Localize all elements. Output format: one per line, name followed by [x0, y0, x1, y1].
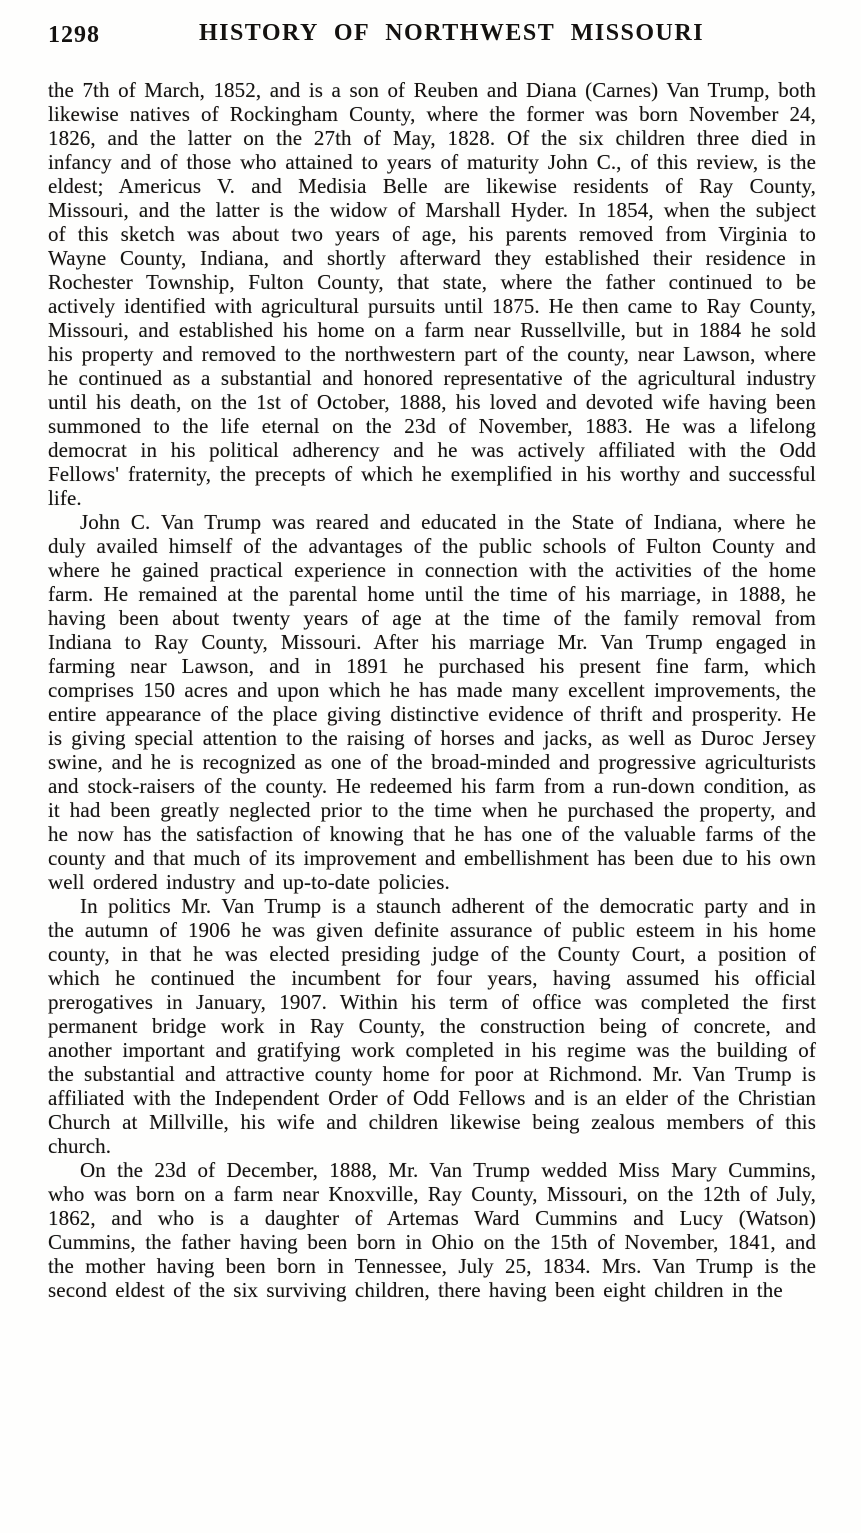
page-title: HISTORY OF NORTHWEST MISSOURI — [198, 20, 705, 46]
paragraph-continuation: the 7th of March, 1852, and is a son of Reuben and Diana (Carnes) Van Trump, both likewise natives of Rockingham County, where the former was born November 24, 1826, and the latter on the 27th of May, 1828. Of the six children three died in infancy and of those who attained to years of maturity John C., of this review, is the eldest; Americus V. and Medisia Belle are likewise residents of Ray County, Missouri, and the latter is the widow of Marshall Hyder. In 1854, when the subject of this sketch was about two years of age, his parents removed from Virginia to Wayne County, Indiana, and shortly afterward they established their residence in Rochester Township, Fulton County, that state, where the father continued to be actively identified with agricultural pursuits until 1875. He then came to Ray County, Missouri, and established his home on a farm near Russellville, but in 1884 he sold his property and removed to the northwestern part of the county, near Lawson, where he continued as a substantial and honored representative of the agricultural industry until his death, on the 1st of October, 1888, his loved and devoted wife having been summoned to the life eternal on the 23d of November, 1883. He was a lifelong democrat in his political adherency and he was actively affiliated with the Odd Fellows' fraternity, the precepts of which he exemplified in his worthy and successful life. — [48, 78, 816, 510]
page-header — [48, 20, 815, 54]
paragraph-politics: In politics Mr. Van Trump is a staunch adherent of the democratic party and in the autumn of 1906 he was given definite assurance of public esteem in his home county, in that he was elected presiding judge of the County Court, a position of which he continued the incumbent for four years, having assumed his official prerogatives in January, 1907. Within his term of office was completed the first permanent bridge work in Ray County, the construction being of concrete, and another important and gratifying work completed in his regime was the building of the substantial and attractive county home for poor at Richmond. Mr. Van Trump is affiliated with the Independent Order of Odd Fellows and is an elder of the Christian Church at Millville, his wife and children likewise being zealous members of this church. — [48, 894, 816, 1158]
page-body — [48, 78, 816, 1302]
paragraph-education-farm: John C. Van Trump was reared and educated in the State of Indiana, where he duly availed himself of the advantages of the public schools of Fulton County and where he gained practical experience in connection with the activities of the home farm. He remained at the parental home until the time of his marriage, in 1888, he having been about twenty years of age at the time of the family removal from Indiana to Ray County, Missouri. After his marriage Mr. Van Trump engaged in farming near Lawson, and in 1891 he purchased his present fine farm, which comprises 150 acres and upon which he has made many excellent improvements, the entire appearance of the place giving distinctive evidence of thrift and prosperity. He is giving special attention to the raising of horses and jacks, as well as Duroc Jersey swine, and he is recognized as one of the broad-minded and progressive agriculturists and stock-raisers of the county. He redeemed his farm from a run-down condition, as it had been greatly neglected prior to the time when he purchased the property, and he now has the satisfaction of knowing that he has one of the valuable farms of the county and that much of its improvement and embellishment has been due to his own well ordered industry and up-to-date policies. — [48, 510, 816, 894]
paragraph-marriage: On the 23d of December, 1888, Mr. Van Trump wedded Miss Mary Cummins, who was born on a farm near Knoxville, Ray County, Missouri, on the 12th of July, 1862, and who is a daughter of Artemas Ward Cummins and Lucy (Watson) Cummins, the father having been born in Ohio on the 15th of November, 1841, and the mother having been born in Tennessee, July 25, 1834. Mrs. Van Trump is the second eldest of the six surviving children, there having been eight children in the — [48, 1158, 816, 1302]
page-number: 1298 — [48, 22, 100, 48]
